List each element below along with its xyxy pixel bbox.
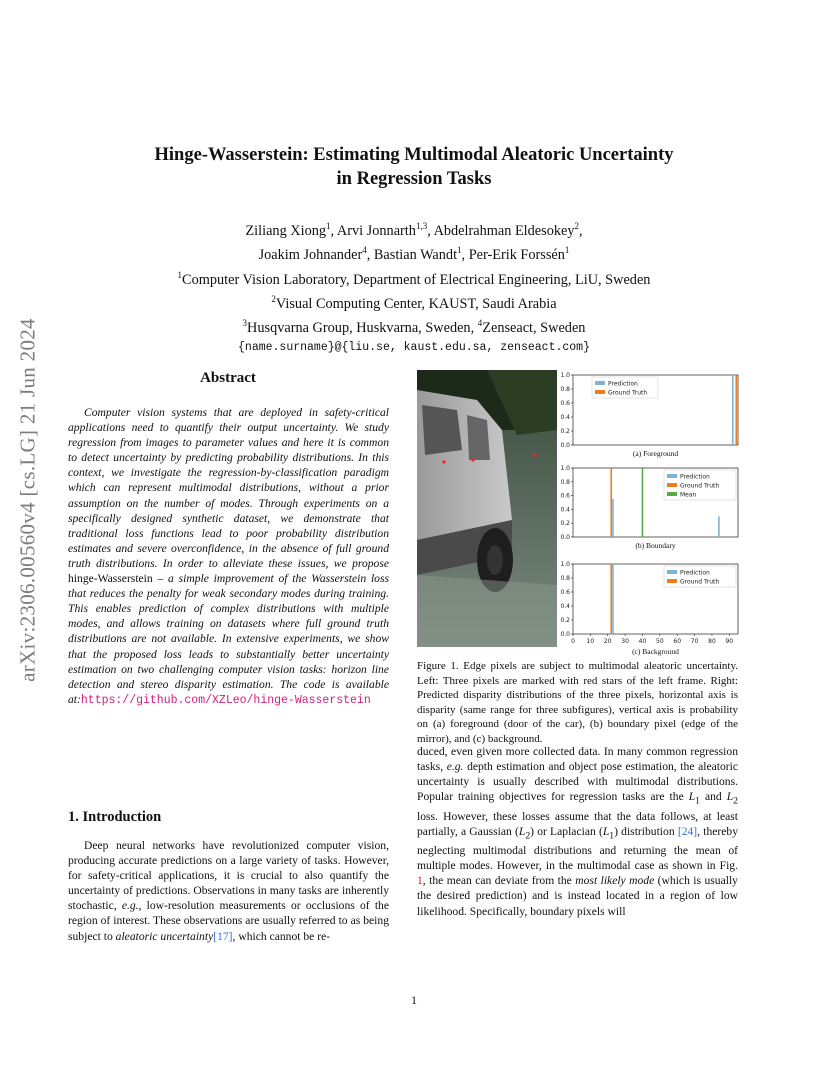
x-tick-label: 80 bbox=[708, 638, 716, 645]
disparity-plots bbox=[556, 369, 742, 656]
abstract-heading: Abstract bbox=[200, 370, 256, 386]
legend-label: Ground Truth bbox=[680, 482, 720, 490]
y-tick-label: 0.6 bbox=[560, 589, 570, 596]
title-line-1: Hinge-Wasserstein: Estimating Multimodal Aleatoric Uncertainty bbox=[154, 145, 674, 165]
legend-label: Mean bbox=[680, 491, 697, 499]
citation-17[interactable]: [17] bbox=[213, 929, 233, 943]
legend-swatch bbox=[667, 579, 677, 583]
page-number: 1 bbox=[411, 993, 417, 1007]
y-tick-label: 1.0 bbox=[560, 561, 570, 568]
y-tick-label: 0.2 bbox=[560, 520, 570, 528]
x-tick-label: 60 bbox=[673, 638, 682, 645]
y-tick-label: 0.4 bbox=[560, 506, 570, 514]
subplot-title: (c) Background bbox=[632, 647, 679, 656]
legend-label: Ground Truth bbox=[680, 578, 720, 586]
legend-swatch bbox=[595, 390, 605, 394]
x-tick-label: 40 bbox=[638, 638, 647, 645]
y-tick-label: 0.0 bbox=[560, 631, 570, 638]
legend-swatch bbox=[667, 474, 677, 478]
x-tick-label: 10 bbox=[586, 638, 595, 645]
author-line-1: Ziliang Xiong$^1$, Arvi Jonnarth$^{1,3}$, Abdelrahman Eldesokey$^2$, bbox=[245, 221, 583, 239]
y-tick-label: 0.6 bbox=[560, 492, 570, 500]
x-tick-label: 70 bbox=[690, 638, 699, 645]
legend-swatch bbox=[667, 483, 677, 487]
right-column-text: duced, even given more collected data. In many common regression tasks, e.g. depth estimation and object pose estimation, the aleatoric uncertainty is usually described with multimodal distributions. Popular training objectives for regression tasks are the $L_1$ and $L_2$ loss. However, these losses assume that the data follows, at least partially, a Gaussian $(L_2)$ or Laplacian $(L_1)$ distribution [24], thereby neglecting multimodal distributions and returning the mean of multiple modes. However, in the multimodal case as shown in Fig. 1, the mean can deviate from the most likely mode (which is usually the desired prediction) and is instead located in a region of low likelihood. Specifically, boundary pixels will bbox=[417, 745, 739, 918]
subplot-title: (a) Foreground bbox=[632, 449, 679, 458]
legend-swatch bbox=[667, 492, 677, 496]
bar-prediction bbox=[718, 516, 720, 537]
y-tick-label: 0.8 bbox=[560, 386, 570, 393]
legend-label: Prediction bbox=[680, 569, 710, 577]
y-tick-label: 1.0 bbox=[560, 465, 570, 472]
x-tick-label: 30 bbox=[621, 638, 629, 645]
y-tick-label: 0.8 bbox=[560, 575, 570, 582]
y-tick-label: 0.2 bbox=[560, 428, 570, 435]
affiliation-3-4: $^3$Husqvarna Group, Huskvarna, Sweden, $^4$Zenseact, Sweden bbox=[242, 318, 586, 336]
y-tick-label: 0.0 bbox=[560, 534, 570, 541]
figure-caption: Figure 1. Edge pixels are subject to multimodal aleatoric uncertainty. Left: Three pixels are marked with red stars of the left frame. Right: Predicted disparity distributions of the three pixels, horizontal axis is disparity (same range for three subfigures), vertical axis is probability on (a) foreground (door of the car), (b) boundary pixel (edge of the mirror), and (c) background. bbox=[417, 660, 738, 745]
arxiv-stamp: arXiv:2306.00560v4 [cs.LG] 21 Jun 2024 bbox=[15, 318, 40, 682]
bar-mean bbox=[642, 468, 644, 537]
y-tick-label: 0.8 bbox=[560, 478, 570, 486]
bar-ground-truth bbox=[735, 375, 737, 445]
legend-label: Ground Truth bbox=[608, 389, 648, 397]
intro-text: Deep neural networks have revolutionized computer vision, producing accurate predictions on a large variety of tasks. However, for safety-critical applications, it is crucial to also quantify the uncertainty of predictions. Observations in many tasks are inherently stochastic, e.g., low-resolution measurements or occlusions of the region of interest. These observations are usually referred to as being subject to aleatoric uncertainty[17], which cannot be re- bbox=[68, 839, 389, 943]
y-tick-label: 0.0 bbox=[560, 442, 570, 449]
x-tick-label: 20 bbox=[603, 638, 612, 645]
legend-swatch bbox=[667, 570, 677, 574]
affiliation-1: $^1$Computer Vision Laboratory, Department of Electrical Engineering, LiU, Sweden bbox=[177, 269, 651, 288]
citation-24[interactable]: [24] bbox=[677, 824, 698, 838]
author-emails: {name.surname}@{liu.se, kaust.edu.sa, zenseact.com} bbox=[238, 341, 590, 355]
author-line-2: Joakim Johnander$^4$, Bastian Wandt$^1$, Per-Erik Forssén$^1$ bbox=[258, 245, 570, 264]
legend-label: Prediction bbox=[680, 473, 710, 481]
author-block bbox=[70, 217, 758, 358]
legend-label: Prediction bbox=[608, 380, 638, 388]
car-photo bbox=[417, 370, 557, 647]
bar-prediction bbox=[612, 499, 614, 537]
y-tick-label: 0.4 bbox=[560, 603, 570, 610]
paper-title bbox=[70, 143, 758, 191]
x-tick-label: 50 bbox=[656, 638, 664, 645]
legend-swatch bbox=[595, 381, 605, 385]
intro-heading: 1. Introduction bbox=[68, 809, 162, 825]
y-tick-label: 0.2 bbox=[560, 617, 570, 624]
y-tick-label: 0.6 bbox=[560, 400, 570, 407]
bar-ground-truth bbox=[610, 564, 612, 634]
abstract-text: Computer vision systems that are deployed in safety-critical applications need to quantify their output uncertainty. We study regression from images to parameter values and here it is common to detect uncertainty by predicting probability distributions. In this context, we investigate the regression-by-classification paradigm which can represent multimodal distributions, without a prior assumption on the number of modes. Through experiments on a specifically designed synthetic dataset, we demonstrate that traditional loss functions lead to poor probability distribution estimates and severe overconfidence, in the absence of full ground truth distributions. In order to alleviate these issues, we propose hinge-Wasserstein – a simple improvement of the Wasserstein loss that reduces the penalty for weak secondary modes during training. This enables prediction of complex distributions with multiple modes, and allows training on datasets where full ground truth distributions are not available. In extensive experiments, we show that the proposed loss leads to substantially better uncertainty estimation on two challenging computer vision tasks: horizon line detection and stereo disparity estimation. The code is available at:https://github.com/XZLeo/hinge-Wasserstein bbox=[68, 406, 389, 707]
y-tick-label: 1.0 bbox=[560, 372, 570, 379]
subplot-title: (b) Boundary bbox=[635, 541, 676, 550]
bar-prediction bbox=[732, 375, 734, 445]
x-tick-label: 90 bbox=[725, 638, 734, 645]
y-tick-label: 0.4 bbox=[560, 414, 570, 421]
affiliation-2: $^2$Visual Computing Center, KAUST, Saudi Arabia bbox=[271, 293, 557, 312]
figure-ref[interactable]: 1 bbox=[417, 874, 423, 888]
code-link[interactable]: https://github.com/XZLeo/hinge-Wasserstein bbox=[80, 693, 371, 707]
bar-ground-truth bbox=[610, 468, 612, 537]
bar-prediction bbox=[612, 564, 614, 634]
title-line-2: in Regression Tasks bbox=[336, 169, 492, 189]
x-tick-label: 0 bbox=[571, 638, 575, 645]
